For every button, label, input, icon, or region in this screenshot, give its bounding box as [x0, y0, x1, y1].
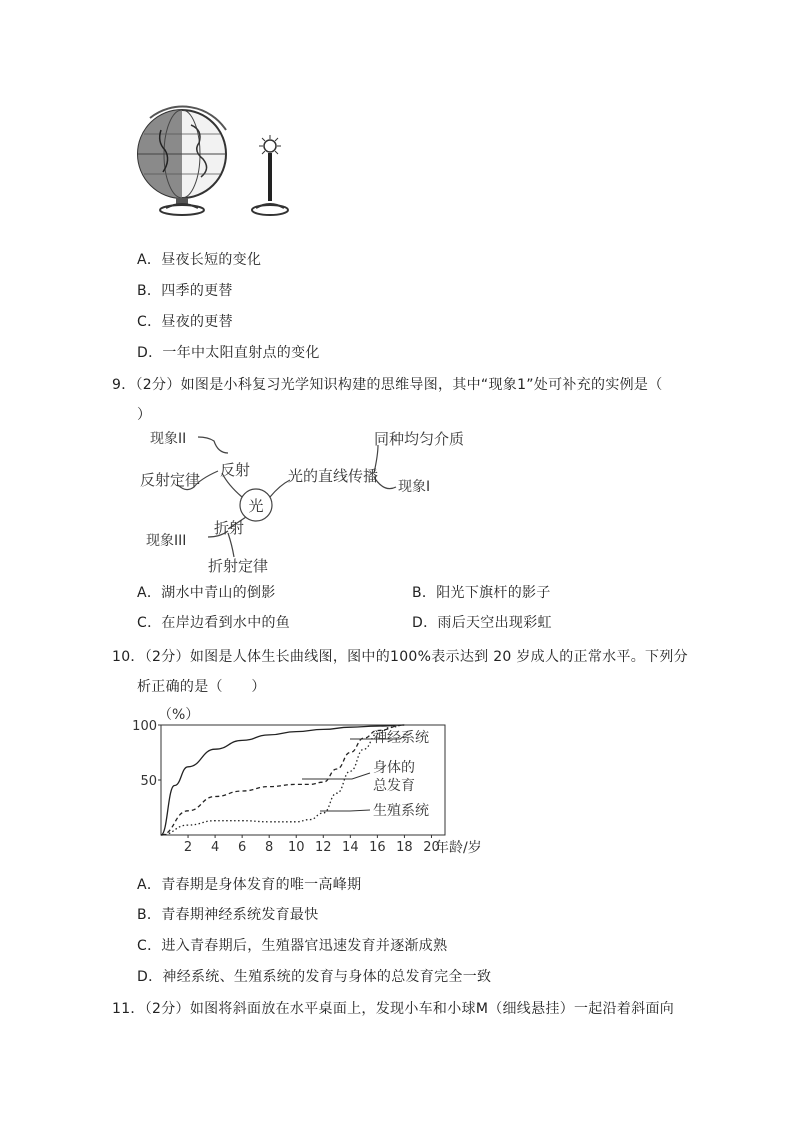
- legend-body-1: 身体的: [373, 760, 415, 776]
- q10-option-c: C．进入青春期后，生殖器官迅速发育并逐渐成熟: [137, 938, 448, 954]
- growth-curve-chart: [130, 700, 510, 860]
- map-refraction-law: 折射定律: [208, 557, 269, 575]
- q9-option-b: B．阳光下旗杆的影子: [412, 585, 551, 601]
- map-phenomenon3: 现象III: [146, 533, 187, 549]
- globe-candle-figure: [136, 100, 296, 225]
- x-tick-label-16: 16: [369, 840, 386, 855]
- map-straight: 光的直线传播: [288, 467, 379, 485]
- map-phenomenon2: 现象II: [150, 431, 187, 447]
- x-tick-label-2: 2: [183, 840, 193, 855]
- q8-option-d: D．一年中太阳直射点的变化: [137, 345, 320, 361]
- q9-option-d: D．雨后天空出现彩虹: [412, 615, 552, 631]
- y-tick-label-50: 50: [140, 774, 157, 789]
- x-tick-label-14: 14: [342, 840, 359, 855]
- x-tick-label-20: 20: [423, 840, 440, 855]
- map-center: 光: [248, 497, 264, 515]
- q11-stem: 11．（2分）如图将斜面放在水平桌面上，发现小车和小球M（细线悬挂）一起沿着斜面向: [112, 1001, 675, 1017]
- q10-stem-cont: 析正确的是（ ）: [137, 679, 266, 695]
- q9-option-c: C．在岸边看到水中的鱼: [137, 615, 291, 631]
- y-tick-label-100: 100: [132, 719, 157, 734]
- legend-reproductive: 生殖系统: [373, 803, 429, 819]
- optics-mind-map: [130, 425, 470, 580]
- y-axis-label: （%）: [158, 707, 200, 723]
- map-phenomenon1: 现象I: [398, 479, 431, 495]
- legend-nervous: 神经系统: [373, 730, 429, 746]
- x-tick-label-10: 10: [287, 840, 305, 855]
- x-tick-label-4: 4: [210, 840, 220, 855]
- x-tick-label-18: 18: [396, 840, 413, 855]
- q10-option-a: A．青春期是身体发育的唯一高峰期: [137, 877, 362, 893]
- map-refraction: 折射: [214, 519, 245, 537]
- x-axis-label: 年龄/岁: [435, 840, 482, 856]
- q8-option-a: A．昼夜长短的变化: [137, 252, 262, 268]
- q8-option-b: B．四季的更替: [137, 283, 233, 299]
- candle-icon: [252, 135, 288, 215]
- x-tick-label-8: 8: [265, 840, 274, 855]
- x-tick-label-6: 6: [238, 840, 247, 855]
- q9-stem: 9．（2分）如图是小科复习光学知识构建的思维导图，其中“现象1”处可补充的实例是（: [112, 377, 663, 393]
- q10-option-b: B．青春期神经系统发育最快: [137, 907, 319, 923]
- q9-option-a: A．湖水中青山的倒影: [137, 585, 276, 601]
- x-tick-label-12: 12: [315, 840, 332, 855]
- q9-stem-cont: ）: [137, 407, 152, 423]
- map-uniform-medium: 同种均匀介质: [374, 430, 465, 448]
- legend-body-2: 总发育: [373, 778, 415, 794]
- map-reflection-law: 反射定律: [140, 471, 201, 489]
- map-reflection: 反射: [220, 461, 251, 479]
- q10-stem: 10．（2分）如图是人体生长曲线图，图中的100%表示达到 20 岁成人的正常水平。下列分: [112, 649, 688, 665]
- q8-option-c: C．昼夜的更替: [137, 314, 233, 330]
- globe-icon: [138, 107, 226, 215]
- q10-option-d: D．神经系统、生殖系统的发育与身体的总发育完全一致: [137, 969, 492, 985]
